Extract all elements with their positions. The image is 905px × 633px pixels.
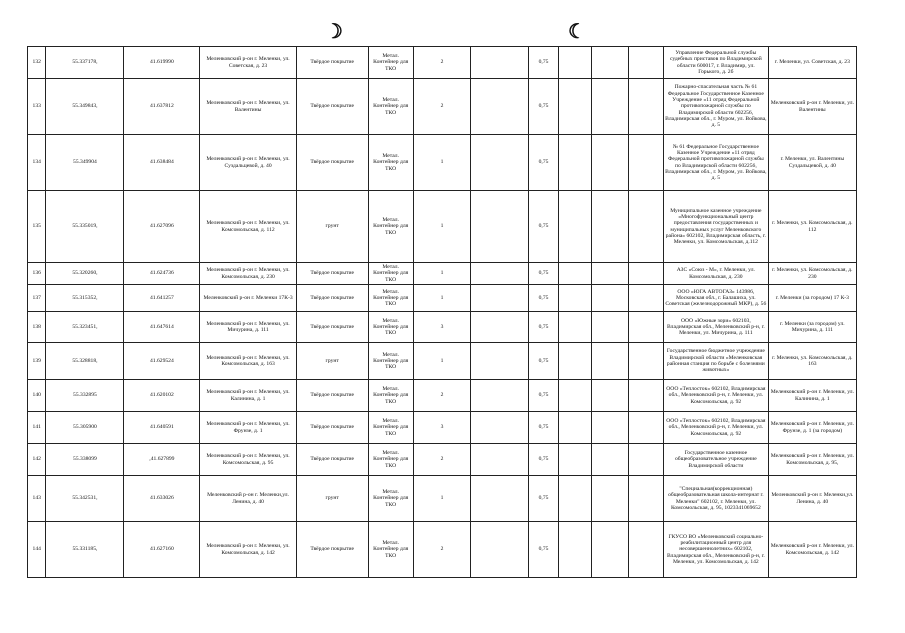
latitude-cell: 55.342531, — [46, 476, 124, 522]
empty-cell — [559, 79, 592, 135]
container-type-cell: Метал. Контейнер для ТКО — [368, 312, 413, 343]
waste-source-cell: г. Меленки (за городом) ул. Мичурина, д. 111 — [768, 312, 856, 343]
empty-cell — [471, 476, 528, 522]
empty-cell — [559, 380, 592, 412]
container-count-cell: 3 — [413, 412, 470, 444]
latitude-cell: 55.332895 — [46, 380, 124, 412]
empty-cell — [592, 412, 629, 444]
empty-cell — [592, 343, 629, 380]
container-volume-cell: 0,75 — [528, 380, 559, 412]
container-type-cell: Метал. Контейнер для ТКО — [368, 522, 413, 578]
empty-cell — [559, 476, 592, 522]
owner-org-cell: "Специальная(коррекционная) общеобразовательная школа-интернат г. Меленки" 602102, г. Меленки, ул. Комсомольская, д. 95, 1023341069652 — [664, 476, 769, 522]
surface-cell: Твёрдое покрытие — [296, 522, 368, 578]
latitude-cell: 55.349904 — [46, 135, 124, 191]
empty-cell — [471, 412, 528, 444]
empty-cell — [471, 79, 528, 135]
latitude-cell: 55.328818, — [46, 343, 124, 380]
longitude-cell: 41.647614 — [124, 312, 200, 343]
table-row — [28, 343, 857, 380]
latitude-cell: 55.305900 — [46, 412, 124, 444]
empty-cell — [592, 380, 629, 412]
container-volume-cell: 0,75 — [528, 263, 559, 285]
empty-cell — [629, 191, 664, 263]
page-marks — [0, 22, 905, 42]
container-count-cell: 2 — [413, 522, 470, 578]
container-count-cell: 1 — [413, 191, 470, 263]
owner-org-cell: Государственное бюджетное учреждение Владимирской области «Меленковская районная станция по борьбе с болезнями животных» — [664, 343, 769, 380]
owner-org-cell: ООО «Теплосток» 602102, Владимирская обл., Меленковский р-н, г. Меленки, ул. Комсомольская, д. 92 — [664, 380, 769, 412]
waste-source-cell: Меленковский р-он г. Меленки, ул. Калинина, д. 1 — [768, 380, 856, 412]
table-row — [28, 263, 857, 285]
empty-cell — [629, 444, 664, 476]
empty-cell — [559, 191, 592, 263]
empty-cell — [592, 444, 629, 476]
container-volume-cell: 0,75 — [528, 79, 559, 135]
empty-cell — [471, 285, 528, 312]
container-volume-cell: 0,75 — [528, 191, 559, 263]
container-sites-table — [27, 46, 857, 578]
container-volume-cell: 0,75 — [528, 47, 559, 79]
waste-source-cell: Меленковский р-он г. Меленки, ул. Комсомольская, д. 142 — [768, 522, 856, 578]
empty-cell — [629, 343, 664, 380]
surface-cell: Твёрдое покрытие — [296, 47, 368, 79]
empty-cell — [559, 285, 592, 312]
container-count-cell: 3 — [413, 312, 470, 343]
container-type-cell: Метал. Контейнер для ТКО — [368, 285, 413, 312]
row-number: 133 — [28, 79, 46, 135]
latitude-cell: 55.349843, — [46, 79, 124, 135]
latitude-cell: 55.315352, — [46, 285, 124, 312]
address-cell: Меленковский р-он г. Меленки, ул. Комсомольская, д. 230 — [200, 263, 296, 285]
waste-source-cell: Меленковский р-он г. Меленки, ул. Комсомольская, д. 95, — [768, 444, 856, 476]
surface-cell: Твёрдое покрытие — [296, 79, 368, 135]
empty-cell — [559, 444, 592, 476]
longitude-cell: 41.637812 — [124, 79, 200, 135]
container-type-cell: Метал. Контейнер для ТКО — [368, 476, 413, 522]
container-volume-cell: 0,75 — [528, 312, 559, 343]
owner-org-cell: ООО «Теплосток» 602102, Владимирская обл., Меленковский р-н, г. Меленки, ул. Комсомольская, д. 92 — [664, 412, 769, 444]
address-cell: Меленковский р-он г. Меленки, ул. Суздальцевой, д. 40 — [200, 135, 296, 191]
container-volume-cell: 0,75 — [528, 412, 559, 444]
surface-cell: грунт — [296, 476, 368, 522]
table-row — [28, 522, 857, 578]
waste-source-cell: г. Меленки, ул. Комсомольская, д. 163 — [768, 343, 856, 380]
empty-cell — [629, 135, 664, 191]
address-cell: Меленковский р-он г. Меленки,ул. Ленина, д. 40 — [200, 476, 296, 522]
container-count-cell: 2 — [413, 79, 470, 135]
empty-cell — [471, 380, 528, 412]
empty-cell — [559, 343, 592, 380]
longitude-cell: 41.624736 — [124, 263, 200, 285]
waste-source-cell: г. Меленки, ул. Советская, д. 23 — [768, 47, 856, 79]
container-type-cell: Метал. Контейнер для ТКО — [368, 263, 413, 285]
owner-org-cell: Государственное казенное общеобразовательное учреждение Владимирской области — [664, 444, 769, 476]
latitude-cell: 55.331185, — [46, 522, 124, 578]
surface-cell: Твёрдое покрытие — [296, 312, 368, 343]
longitude-cell: ,41.627899 — [124, 444, 200, 476]
row-number: 144 — [28, 522, 46, 578]
container-type-cell: Метал. Контейнер для ТКО — [368, 79, 413, 135]
latitude-cell: 55.335019, — [46, 191, 124, 263]
empty-cell — [629, 380, 664, 412]
empty-cell — [592, 47, 629, 79]
owner-org-cell: Пожарно-спасательная часть № 61 Федеральное Государственное Казенное Учреждение «11 отряд Федеральной противопожарной службы по Владимирской области 602256, Владимирская обл., г. Муром, ул. Войкова, д. 5 — [664, 79, 769, 135]
owner-org-cell: ООО «Южные зори» 602103, Владимирская обл., Меленковский р-н, г. Меленки, ул. Мичурина, д. 111 — [664, 312, 769, 343]
container-volume-cell: 0,75 — [528, 135, 559, 191]
container-type-cell: Метал. Контейнер для ТКО — [368, 343, 413, 380]
table-row — [28, 47, 857, 79]
container-volume-cell: 0,75 — [528, 343, 559, 380]
waste-source-cell: Меленковский р-он г. Меленки,ул. Ленина, д. 40 — [768, 476, 856, 522]
longitude-cell: 41.629524 — [124, 343, 200, 380]
container-count-cell: 2 — [413, 47, 470, 79]
empty-cell — [559, 522, 592, 578]
address-cell: Меленковский р-он г. Меленки, ул. Комсомольская, д. 142 — [200, 522, 296, 578]
address-cell: Меленковский р-он г. Меленки, ул. Комсомольская, д. 112 — [200, 191, 296, 263]
container-count-cell: 1 — [413, 263, 470, 285]
waste-source-cell: г. Меленки, ул. Комсомольская, д. 112 — [768, 191, 856, 263]
waste-source-cell: Меленковский р-он г. Меленки, ул. Валентины — [768, 79, 856, 135]
empty-cell — [471, 312, 528, 343]
empty-cell — [629, 312, 664, 343]
empty-cell — [592, 522, 629, 578]
owner-org-cell: ГКУСО ВО «Меленковский социально-реабилитационный центр для несовершеннолетних» 602102, Владимирская обл., Меленковский р-н, г. Меленки, ул. Комсомольская, д. 142 — [664, 522, 769, 578]
latitude-cell: 55.323451, — [46, 312, 124, 343]
latitude-cell: 55.320260, — [46, 263, 124, 285]
empty-cell — [471, 444, 528, 476]
table-row — [28, 79, 857, 135]
container-type-cell: Метал. Контейнер для ТКО — [368, 135, 413, 191]
owner-org-cell: № 61 Федеральное Государственное Казенное Учреждение «11 отряд Федеральной противопожарной службы по Владимирской области 602256, Владимирская обл., г. Муром, ул. Войкова, д. 5 — [664, 135, 769, 191]
surface-cell: Твёрдое покрытие — [296, 135, 368, 191]
row-number: 139 — [28, 343, 46, 380]
empty-cell — [559, 135, 592, 191]
container-count-cell: 1 — [413, 135, 470, 191]
surface-cell: Твёрдое покрытие — [296, 412, 368, 444]
longitude-cell: 41.640591 — [124, 412, 200, 444]
address-cell: Меленковский р-он г. Меленки, ул. Комсомольская, д. 95 — [200, 444, 296, 476]
empty-cell — [592, 476, 629, 522]
owner-org-cell: АЗС «Союз - М», г. Меленки, ул. Комсомольская, д. 230 — [664, 263, 769, 285]
address-cell: Меленковский р-он г. Меленки, ул. Мичурина, д. 111 — [200, 312, 296, 343]
container-count-cell: 1 — [413, 285, 470, 312]
empty-cell — [471, 135, 528, 191]
container-volume-cell: 0,75 — [528, 522, 559, 578]
empty-cell — [629, 79, 664, 135]
longitude-cell: 41.627096 — [124, 191, 200, 263]
latitude-cell: 55.337178, — [46, 47, 124, 79]
table-row — [28, 412, 857, 444]
empty-cell — [471, 522, 528, 578]
row-number: 135 — [28, 191, 46, 263]
row-number: 134 — [28, 135, 46, 191]
container-type-cell: Метал. Контейнер для ТКО — [368, 47, 413, 79]
container-type-cell: Метал. Контейнер для ТКО — [368, 191, 413, 263]
address-cell: Меленковский р-он г. Меленки, ул. Фрунзе, д. 1 — [200, 412, 296, 444]
container-count-cell: 1 — [413, 343, 470, 380]
container-count-cell: 2 — [413, 380, 470, 412]
empty-cell — [592, 79, 629, 135]
empty-cell — [592, 312, 629, 343]
table-row — [28, 476, 857, 522]
container-volume-cell: 0,75 — [528, 444, 559, 476]
empty-cell — [629, 412, 664, 444]
page-mark-right: ☾ — [568, 21, 586, 43]
row-number: 138 — [28, 312, 46, 343]
surface-cell: грунт — [296, 191, 368, 263]
table-row — [28, 191, 857, 263]
owner-org-cell: Управление Федеральной службы судебных приставов по Владимирской области 600017, г. Владимир, ул. Горького, д. 2б — [664, 47, 769, 79]
surface-cell: Твёрдое покрытие — [296, 380, 368, 412]
waste-source-cell: г. Меленки, ул. Валентины Суздальцевой, д. 40 — [768, 135, 856, 191]
empty-cell — [592, 135, 629, 191]
surface-cell: Твёрдое покрытие — [296, 263, 368, 285]
longitude-cell: 41.620102 — [124, 380, 200, 412]
longitude-cell: 41.638484 — [124, 135, 200, 191]
empty-cell — [471, 47, 528, 79]
container-volume-cell: 0,75 — [528, 476, 559, 522]
waste-source-cell: г. Меленки (за городом) 17 К-3 — [768, 285, 856, 312]
table-row — [28, 135, 857, 191]
longitude-cell: 41.619990 — [124, 47, 200, 79]
empty-cell — [592, 263, 629, 285]
surface-cell: Твёрдое покрытие — [296, 444, 368, 476]
table-row — [28, 285, 857, 312]
empty-cell — [592, 285, 629, 312]
empty-cell — [629, 285, 664, 312]
address-cell: Меленковский р-он г. Меленки, ул. Советская, д. 23 — [200, 47, 296, 79]
row-number: 136 — [28, 263, 46, 285]
empty-cell — [629, 263, 664, 285]
row-number: 137 — [28, 285, 46, 312]
page-mark-left: ☽ — [325, 21, 343, 43]
surface-cell: грунт — [296, 343, 368, 380]
empty-cell — [471, 191, 528, 263]
empty-cell — [471, 263, 528, 285]
surface-cell: Твёрдое покрытие — [296, 285, 368, 312]
address-cell: Меленковский р-он г. Меленки, ул. Калинина, д. 1 — [200, 380, 296, 412]
longitude-cell: 41.641257 — [124, 285, 200, 312]
row-number: 143 — [28, 476, 46, 522]
container-count-cell: 2 — [413, 444, 470, 476]
address-cell: Меленковский р-он г. Меленки 17К-3 — [200, 285, 296, 312]
row-number: 132 — [28, 47, 46, 79]
address-cell: Меленковский р-он г. Меленки, ул. Валентины — [200, 79, 296, 135]
empty-cell — [471, 343, 528, 380]
empty-cell — [559, 47, 592, 79]
container-count-cell: 1 — [413, 476, 470, 522]
owner-org-cell: ООО «ЮГА АВТОГАЗ» 143986, Московская обл., г. Балашиха, ул. Советская (железнодорожный МКР), д. 56 — [664, 285, 769, 312]
empty-cell — [559, 263, 592, 285]
empty-cell — [559, 312, 592, 343]
owner-org-cell: Муниципальное казенное учреждение «Многофункциональный центр предоставления государственных и муниципальных услуг Меленковского района» 602102, Владимирская область, г. Меленки, ул. Комсомольская, д.112 — [664, 191, 769, 263]
waste-source-cell: Меленковский р-он г. Меленки, ул. Фрунзе, д. 1 (за городом) — [768, 412, 856, 444]
container-type-cell: Метал. Контейнер для ТКО — [368, 444, 413, 476]
empty-cell — [592, 191, 629, 263]
row-number: 141 — [28, 412, 46, 444]
table-row — [28, 380, 857, 412]
address-cell: Меленковский р-он г. Меленки, ул. Комсомольская, д. 163 — [200, 343, 296, 380]
empty-cell — [629, 522, 664, 578]
longitude-cell: 41.627160 — [124, 522, 200, 578]
latitude-cell: 55.338099 — [46, 444, 124, 476]
table-row — [28, 312, 857, 343]
empty-cell — [629, 47, 664, 79]
longitude-cell: 41.633026 — [124, 476, 200, 522]
empty-cell — [559, 412, 592, 444]
waste-source-cell: г. Меленки, ул. Комсомольская, д. 230 — [768, 263, 856, 285]
row-number: 140 — [28, 380, 46, 412]
row-number: 142 — [28, 444, 46, 476]
table-row — [28, 444, 857, 476]
container-type-cell: Метал. Контейнер для ТКО — [368, 412, 413, 444]
empty-cell — [629, 476, 664, 522]
container-type-cell: Метал. Контейнер для ТКО — [368, 380, 413, 412]
container-volume-cell: 0,75 — [528, 285, 559, 312]
